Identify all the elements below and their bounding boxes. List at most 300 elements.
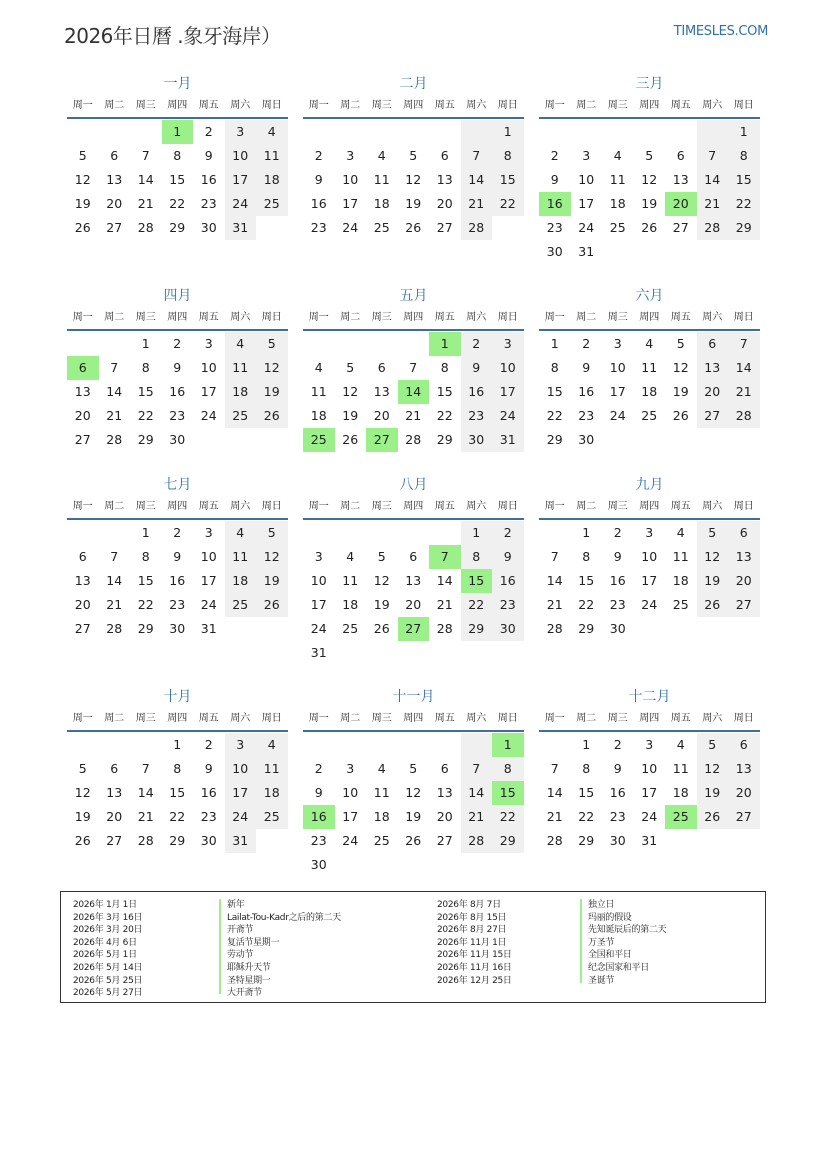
day-cell: 23 bbox=[310, 220, 327, 235]
weekday-header bbox=[67, 95, 288, 119]
weekday-label: 周三 bbox=[607, 100, 628, 111]
day-cell: 15 bbox=[546, 384, 563, 399]
day-cell: 28 bbox=[405, 432, 422, 447]
day-cell: 18 bbox=[256, 168, 288, 192]
day-cell: 11 bbox=[609, 172, 626, 187]
day-cell: 26 bbox=[256, 593, 288, 617]
weekday-label: 周五 bbox=[670, 312, 691, 323]
day-cell: 21 bbox=[728, 380, 760, 404]
empty-cell bbox=[130, 120, 162, 144]
day-cell: 18 bbox=[225, 569, 257, 593]
day-cell: 9 bbox=[314, 785, 323, 800]
weekday-label: 周六 bbox=[702, 312, 723, 323]
day-cell: 20 bbox=[74, 597, 91, 612]
legend-right-bar bbox=[580, 899, 582, 983]
day-cell: 27 bbox=[672, 220, 689, 235]
weekday-label: 周一 bbox=[544, 501, 565, 512]
legend-entry: 圣诞节 bbox=[588, 975, 615, 986]
empty-cell bbox=[398, 332, 430, 356]
day-cell: 4 bbox=[225, 521, 257, 545]
day-cell: 9 bbox=[613, 761, 622, 776]
day-cell: 18 bbox=[672, 785, 689, 800]
day-grid bbox=[67, 331, 288, 452]
day-cell: 5 bbox=[645, 148, 654, 163]
day-cell: 26 bbox=[641, 220, 658, 235]
day-cell: 30 bbox=[609, 621, 626, 636]
day-cell: 16 bbox=[461, 380, 493, 404]
day-cell: 7 bbox=[728, 332, 760, 356]
weekday-label: 周二 bbox=[340, 713, 361, 724]
month-block bbox=[539, 73, 760, 264]
empty-cell bbox=[429, 120, 461, 144]
day-cell: 21 bbox=[697, 192, 729, 216]
month-name: 五月 bbox=[399, 288, 428, 304]
day-cell: 6 bbox=[728, 521, 760, 545]
weekday-label: 周二 bbox=[340, 312, 361, 323]
day-grid bbox=[67, 119, 288, 240]
day-cell: 28 bbox=[461, 829, 493, 853]
legend-entry: 2026年 3月 20日 bbox=[73, 925, 143, 936]
day-cell: 5 bbox=[78, 761, 87, 776]
day-cell: 9 bbox=[550, 172, 559, 187]
day-cell: 15 bbox=[137, 384, 154, 399]
day-cell: 6 bbox=[377, 360, 386, 375]
legend-left-names bbox=[227, 899, 341, 1000]
day-cell: 7 bbox=[110, 549, 119, 564]
day-cell: 2 bbox=[492, 521, 524, 545]
day-cell: 4 bbox=[225, 332, 257, 356]
day-cell: 11 bbox=[256, 757, 288, 781]
day-cell: 10 bbox=[609, 360, 626, 375]
legend-entry: 全国和平日 bbox=[588, 950, 632, 961]
weekday-label: 周四 bbox=[167, 501, 188, 512]
weekday-label: 周二 bbox=[576, 312, 597, 323]
weekday-label: 周五 bbox=[198, 100, 219, 111]
day-cell: 18 bbox=[609, 196, 626, 211]
legend-entry: 2026年 8月 15日 bbox=[437, 912, 507, 923]
day-cell: 28 bbox=[728, 404, 760, 428]
day-grid bbox=[303, 331, 524, 452]
day-cell: 4 bbox=[645, 336, 654, 351]
day-cell: 13 bbox=[74, 573, 91, 588]
legend-entry: 2026年 8月 7日 bbox=[437, 900, 501, 910]
day-cell: 30 bbox=[200, 833, 217, 848]
day-cell: 10 bbox=[310, 573, 327, 588]
day-cell: 8 bbox=[582, 761, 591, 776]
legend-entry: 2026年 3月 16日 bbox=[73, 912, 143, 923]
day-cell: 13 bbox=[106, 785, 123, 800]
day-cell: 31 bbox=[641, 833, 658, 848]
day-cell: 14 bbox=[137, 785, 154, 800]
legend-entry: 2026年 8月 27日 bbox=[437, 925, 507, 936]
weekday-label: 周六 bbox=[230, 100, 251, 111]
day-cell: 20 bbox=[74, 408, 91, 423]
day-cell: 21 bbox=[405, 408, 422, 423]
day-cell: 6 bbox=[697, 332, 729, 356]
weekday-label: 周二 bbox=[576, 713, 597, 724]
day-cell: 17 bbox=[641, 573, 658, 588]
day-cell: 13 bbox=[436, 172, 453, 187]
empty-cell bbox=[303, 332, 335, 356]
weekday-header bbox=[303, 496, 524, 520]
month-block bbox=[539, 285, 760, 452]
holiday-day: 1 bbox=[492, 733, 524, 757]
day-cell: 23 bbox=[200, 809, 217, 824]
legend-right-dates bbox=[437, 899, 512, 987]
day-cell: 16 bbox=[169, 573, 186, 588]
legend-entry: 玛丽的假设 bbox=[588, 912, 632, 923]
weekday-label: 周三 bbox=[371, 100, 392, 111]
day-cell: 6 bbox=[78, 549, 87, 564]
day-cell: 25 bbox=[373, 220, 390, 235]
day-cell: 27 bbox=[106, 833, 123, 848]
month-name: 八月 bbox=[399, 477, 428, 493]
empty-cell bbox=[335, 521, 367, 545]
day-cell: 2 bbox=[461, 332, 493, 356]
month-block bbox=[303, 73, 524, 240]
day-cell: 7 bbox=[110, 360, 119, 375]
day-cell: 12 bbox=[74, 172, 91, 187]
weekday-label: 周日 bbox=[261, 501, 282, 512]
day-cell: 31 bbox=[225, 216, 257, 240]
legend-entry: 2026年 5月 1日 bbox=[73, 950, 137, 961]
day-cell: 22 bbox=[578, 809, 595, 824]
day-cell: 11 bbox=[225, 356, 257, 380]
day-cell: 26 bbox=[405, 220, 422, 235]
day-grid bbox=[303, 119, 524, 240]
day-cell: 11 bbox=[672, 761, 689, 776]
day-cell: 21 bbox=[461, 192, 493, 216]
day-cell: 27 bbox=[728, 593, 760, 617]
weekday-label: 周六 bbox=[702, 100, 723, 111]
day-cell: 24 bbox=[342, 220, 359, 235]
day-cell: 21 bbox=[106, 597, 123, 612]
day-cell: 24 bbox=[492, 404, 524, 428]
weekday-label: 周二 bbox=[576, 501, 597, 512]
day-cell: 12 bbox=[672, 360, 689, 375]
weekday-label: 周一 bbox=[544, 312, 565, 323]
weekday-label: 周四 bbox=[403, 713, 424, 724]
day-cell: 14 bbox=[697, 168, 729, 192]
weekday-label: 周日 bbox=[261, 312, 282, 323]
day-cell: 21 bbox=[546, 809, 563, 824]
legend-entry: 耶稣升天节 bbox=[227, 962, 271, 973]
day-cell: 22 bbox=[137, 408, 154, 423]
weekday-label: 周六 bbox=[466, 501, 487, 512]
day-cell: 18 bbox=[342, 597, 359, 612]
empty-cell bbox=[366, 120, 398, 144]
weekday-label: 周一 bbox=[544, 713, 565, 724]
day-cell: 2 bbox=[582, 336, 591, 351]
legend-entry: 大开斋节 bbox=[227, 988, 262, 999]
month-block bbox=[67, 285, 288, 452]
holiday-day: 27 bbox=[366, 428, 398, 452]
day-cell: 10 bbox=[492, 356, 524, 380]
day-cell: 29 bbox=[546, 432, 563, 447]
day-cell: 13 bbox=[672, 172, 689, 187]
day-cell: 30 bbox=[609, 833, 626, 848]
day-cell: 1 bbox=[492, 120, 524, 144]
day-cell: 9 bbox=[314, 172, 323, 187]
day-cell: 2 bbox=[173, 336, 182, 351]
weekday-label: 周二 bbox=[340, 100, 361, 111]
day-grid bbox=[539, 520, 760, 641]
day-grid bbox=[67, 520, 288, 641]
day-cell: 10 bbox=[641, 549, 658, 564]
empty-cell bbox=[99, 120, 131, 144]
day-cell: 3 bbox=[314, 549, 323, 564]
day-cell: 8 bbox=[550, 360, 559, 375]
day-cell: 26 bbox=[74, 833, 91, 848]
day-cell: 30 bbox=[578, 432, 595, 447]
day-cell: 31 bbox=[225, 829, 257, 853]
day-cell: 26 bbox=[405, 833, 422, 848]
empty-cell bbox=[634, 120, 666, 144]
day-cell: 26 bbox=[672, 408, 689, 423]
day-cell: 20 bbox=[373, 408, 390, 423]
holiday-day: 20 bbox=[665, 192, 697, 216]
empty-cell bbox=[99, 733, 131, 757]
legend-entry: 2026年 5月 14日 bbox=[73, 962, 143, 973]
weekday-label: 周一 bbox=[308, 312, 329, 323]
weekday-header bbox=[67, 496, 288, 520]
weekday-label: 周四 bbox=[167, 713, 188, 724]
day-cell: 19 bbox=[373, 597, 390, 612]
day-cell: 22 bbox=[461, 593, 493, 617]
day-cell: 21 bbox=[546, 597, 563, 612]
day-cell: 2 bbox=[613, 525, 622, 540]
weekday-label: 周日 bbox=[497, 312, 518, 323]
weekday-label: 周日 bbox=[733, 501, 754, 512]
day-cell: 20 bbox=[436, 809, 453, 824]
weekday-label: 周五 bbox=[434, 100, 455, 111]
day-cell: 24 bbox=[225, 192, 257, 216]
day-cell: 24 bbox=[200, 408, 217, 423]
day-cell: 3 bbox=[346, 761, 355, 776]
day-cell: 10 bbox=[342, 172, 359, 187]
month-block bbox=[303, 474, 524, 665]
day-cell: 15 bbox=[578, 785, 595, 800]
day-cell: 7 bbox=[550, 549, 559, 564]
weekday-label: 周一 bbox=[544, 100, 565, 111]
day-cell: 17 bbox=[310, 597, 327, 612]
day-cell: 9 bbox=[173, 360, 182, 375]
day-cell: 14 bbox=[546, 573, 563, 588]
day-cell: 23 bbox=[310, 833, 327, 848]
day-cell: 28 bbox=[137, 833, 154, 848]
holiday-day: 27 bbox=[398, 617, 430, 641]
weekday-label: 周日 bbox=[733, 312, 754, 323]
day-cell: 23 bbox=[169, 408, 186, 423]
day-cell: 15 bbox=[436, 384, 453, 399]
empty-cell bbox=[130, 733, 162, 757]
day-cell: 20 bbox=[405, 597, 422, 612]
day-cell: 28 bbox=[436, 621, 453, 636]
day-cell: 26 bbox=[697, 593, 729, 617]
weekday-label: 周六 bbox=[466, 312, 487, 323]
empty-cell bbox=[99, 521, 131, 545]
day-cell: 12 bbox=[373, 573, 390, 588]
day-cell: 3 bbox=[204, 336, 213, 351]
day-cell: 12 bbox=[697, 757, 729, 781]
day-cell: 1 bbox=[461, 521, 493, 545]
weekday-label: 周四 bbox=[403, 312, 424, 323]
day-cell: 25 bbox=[672, 597, 689, 612]
empty-cell bbox=[398, 733, 430, 757]
day-cell: 4 bbox=[676, 737, 685, 752]
legend-entry: 2026年 11月 16日 bbox=[437, 962, 512, 973]
day-cell: 22 bbox=[728, 192, 760, 216]
empty-cell bbox=[366, 733, 398, 757]
day-cell: 22 bbox=[492, 192, 524, 216]
day-cell: 31 bbox=[310, 645, 327, 660]
day-cell: 9 bbox=[492, 545, 524, 569]
weekday-label: 周三 bbox=[371, 713, 392, 724]
month-block bbox=[303, 285, 524, 452]
day-cell: 26 bbox=[256, 404, 288, 428]
weekday-label: 周三 bbox=[135, 501, 156, 512]
day-cell: 15 bbox=[137, 573, 154, 588]
day-cell: 30 bbox=[492, 617, 524, 641]
day-cell: 28 bbox=[137, 220, 154, 235]
day-cell: 30 bbox=[310, 857, 327, 872]
day-cell: 16 bbox=[310, 196, 327, 211]
month-block bbox=[303, 686, 524, 877]
weekday-header bbox=[539, 307, 760, 331]
day-cell: 22 bbox=[578, 597, 595, 612]
day-cell: 9 bbox=[204, 761, 213, 776]
weekday-label: 周五 bbox=[670, 713, 691, 724]
day-cell: 16 bbox=[578, 384, 595, 399]
weekday-label: 周二 bbox=[576, 100, 597, 111]
month-name: 三月 bbox=[635, 76, 664, 92]
day-cell: 6 bbox=[110, 148, 119, 163]
day-cell: 14 bbox=[137, 172, 154, 187]
day-cell: 16 bbox=[169, 384, 186, 399]
day-cell: 6 bbox=[409, 549, 418, 564]
weekday-header bbox=[303, 708, 524, 732]
empty-cell bbox=[602, 120, 634, 144]
month-name: 二月 bbox=[399, 76, 428, 92]
day-cell: 13 bbox=[728, 545, 760, 569]
day-cell: 18 bbox=[225, 380, 257, 404]
day-cell: 7 bbox=[141, 148, 150, 163]
day-cell: 22 bbox=[492, 805, 524, 829]
day-cell: 4 bbox=[346, 549, 355, 564]
month-name: 一月 bbox=[163, 76, 192, 92]
day-cell: 16 bbox=[609, 573, 626, 588]
day-cell: 28 bbox=[106, 621, 123, 636]
day-grid bbox=[303, 520, 524, 665]
day-cell: 11 bbox=[373, 785, 390, 800]
day-cell: 5 bbox=[377, 549, 386, 564]
day-cell: 18 bbox=[641, 384, 658, 399]
day-cell: 11 bbox=[641, 360, 658, 375]
weekday-label: 周五 bbox=[198, 713, 219, 724]
day-cell: 29 bbox=[169, 220, 186, 235]
weekday-header bbox=[67, 307, 288, 331]
holiday-day: 7 bbox=[429, 545, 461, 569]
empty-cell bbox=[665, 120, 697, 144]
day-cell: 14 bbox=[728, 356, 760, 380]
day-cell: 27 bbox=[436, 833, 453, 848]
weekday-label: 周五 bbox=[434, 713, 455, 724]
weekday-header bbox=[303, 307, 524, 331]
weekday-label: 周六 bbox=[466, 713, 487, 724]
empty-cell bbox=[366, 332, 398, 356]
weekday-label: 周五 bbox=[434, 312, 455, 323]
site-link[interactable]: TIMESLES.COM bbox=[673, 24, 768, 39]
weekday-label: 周四 bbox=[403, 100, 424, 111]
day-cell: 9 bbox=[173, 549, 182, 564]
legend-entry: 先知诞辰后的第二天 bbox=[588, 925, 667, 936]
day-cell: 3 bbox=[645, 525, 654, 540]
weekday-label: 周六 bbox=[702, 713, 723, 724]
day-cell: 17 bbox=[342, 809, 359, 824]
holiday-day: 1 bbox=[429, 332, 461, 356]
day-cell: 12 bbox=[342, 384, 359, 399]
day-cell: 9 bbox=[204, 148, 213, 163]
legend-entry: 2026年 11月 1日 bbox=[437, 937, 507, 948]
day-cell: 28 bbox=[546, 833, 563, 848]
day-cell: 10 bbox=[342, 785, 359, 800]
weekday-label: 周二 bbox=[104, 501, 125, 512]
day-cell: 6 bbox=[110, 761, 119, 776]
day-cell: 2 bbox=[314, 761, 323, 776]
day-cell: 12 bbox=[256, 545, 288, 569]
weekday-label: 周四 bbox=[167, 312, 188, 323]
month-block bbox=[67, 474, 288, 641]
day-cell: 17 bbox=[578, 196, 595, 211]
empty-cell bbox=[539, 733, 571, 757]
month-name: 十一月 bbox=[392, 689, 435, 705]
weekday-label: 周日 bbox=[261, 100, 282, 111]
day-cell: 25 bbox=[225, 593, 257, 617]
legend-entry: 圣特星期一 bbox=[227, 975, 271, 986]
day-cell: 27 bbox=[697, 404, 729, 428]
page-title: 2026年日曆 .象牙海岸） bbox=[64, 24, 281, 48]
day-cell: 13 bbox=[74, 384, 91, 399]
day-grid bbox=[539, 331, 760, 452]
day-cell: 29 bbox=[461, 617, 493, 641]
day-cell: 27 bbox=[74, 621, 91, 636]
day-cell: 16 bbox=[609, 785, 626, 800]
legend-entry: 纪念国家和平日 bbox=[588, 962, 649, 973]
day-cell: 21 bbox=[436, 597, 453, 612]
day-cell: 3 bbox=[225, 120, 257, 144]
holiday-day: 15 bbox=[492, 781, 524, 805]
weekday-label: 周三 bbox=[607, 713, 628, 724]
empty-cell bbox=[539, 120, 571, 144]
day-grid bbox=[539, 732, 760, 853]
weekday-label: 周三 bbox=[607, 501, 628, 512]
day-cell: 26 bbox=[74, 220, 91, 235]
empty-cell bbox=[335, 733, 367, 757]
weekday-label: 周日 bbox=[261, 713, 282, 724]
day-cell: 23 bbox=[200, 196, 217, 211]
day-cell: 22 bbox=[169, 809, 186, 824]
day-cell: 5 bbox=[409, 761, 418, 776]
legend-entry: Lailat-Tou-Kadr之后的第二天 bbox=[227, 912, 341, 923]
day-cell: 5 bbox=[78, 148, 87, 163]
month-block bbox=[539, 474, 760, 641]
day-cell: 3 bbox=[204, 525, 213, 540]
day-cell: 8 bbox=[728, 144, 760, 168]
day-cell: 9 bbox=[461, 356, 493, 380]
day-cell: 24 bbox=[641, 809, 658, 824]
empty-cell bbox=[697, 120, 729, 144]
day-cell: 11 bbox=[672, 549, 689, 564]
